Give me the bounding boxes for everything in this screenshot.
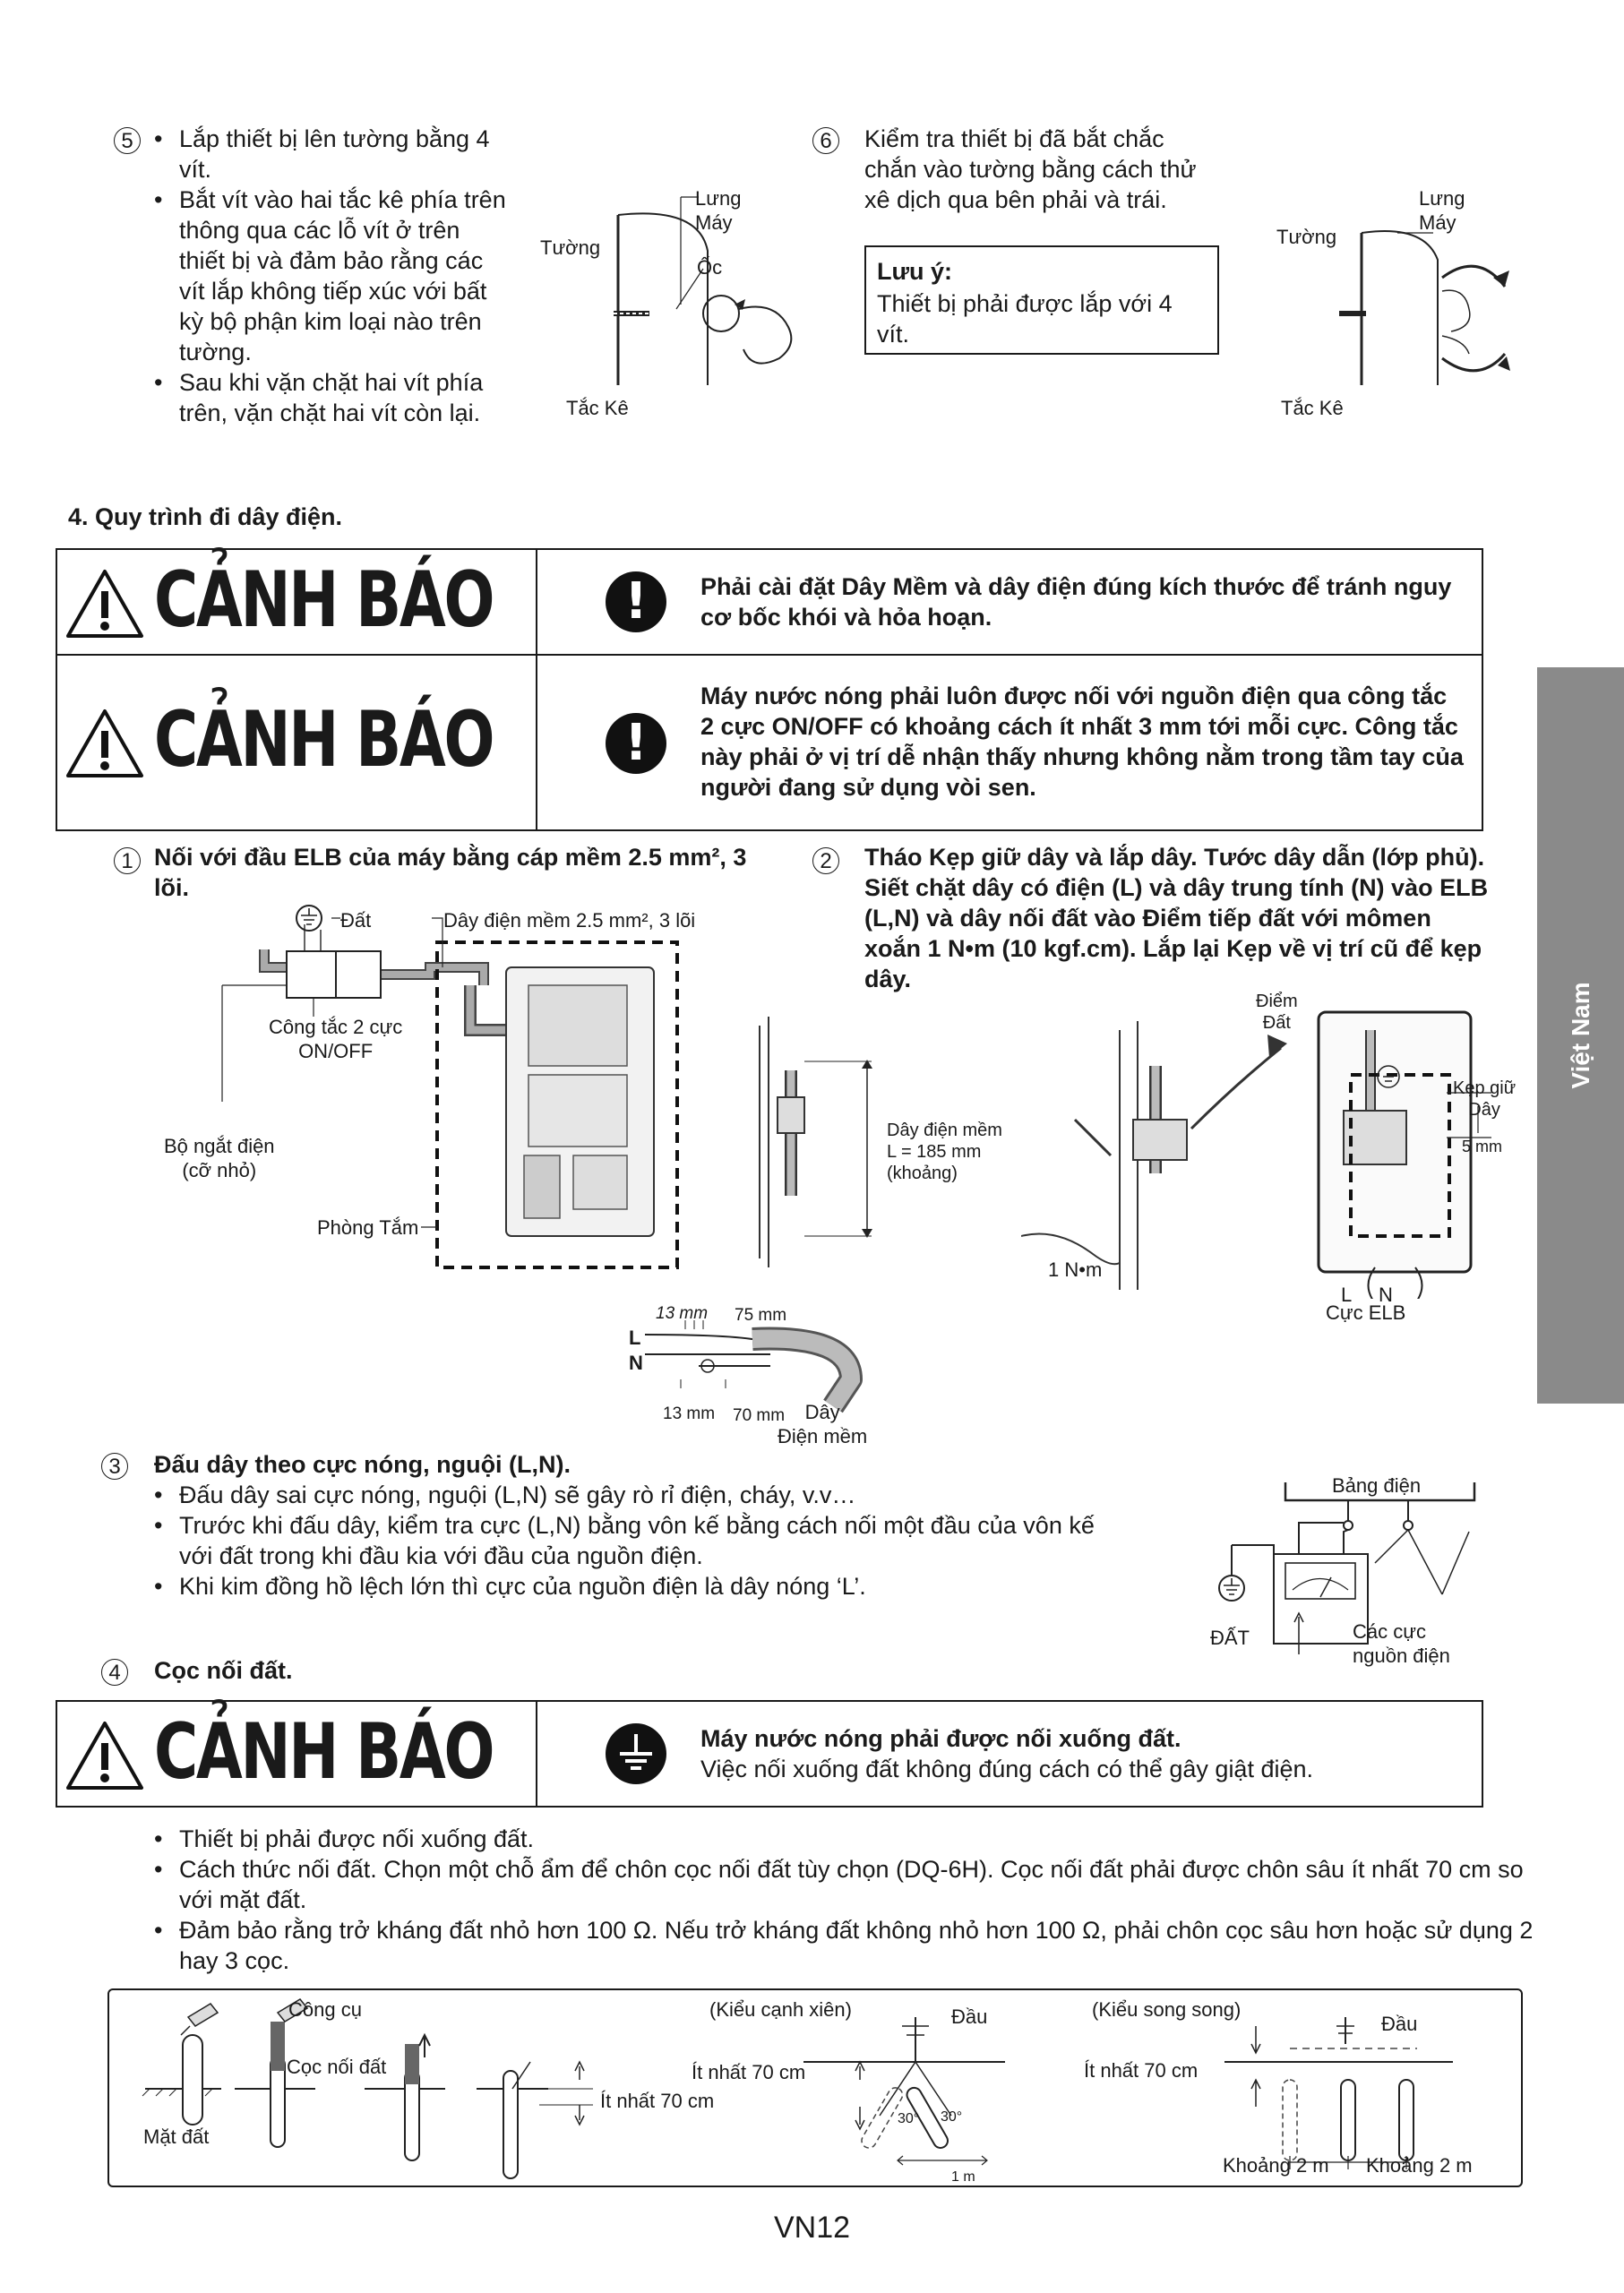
step-5-bullets (154, 124, 511, 428)
cord-length-figure (751, 1017, 885, 1267)
fig5-back-label: Lưng Máy (695, 187, 742, 234)
exclamation-icon: ! (606, 571, 666, 632)
elb-label: Cực ELB (1326, 1301, 1406, 1324)
step-2-number: 2 (812, 847, 839, 874)
warning-title: CẢNH BÁO (154, 1707, 494, 1797)
fig5-wall-label: Tường (540, 236, 601, 259)
step-1-number: 1 (114, 847, 141, 874)
gap-label-2: Khoảng 2 m (1366, 2154, 1473, 2177)
grounding-figure (107, 1988, 1523, 2187)
min70-label-a: Ít nhất 70 cm (600, 2090, 715, 2112)
step-5-bullet: • Sau khi vặn chặt hai vít phía trên, vặn chặt hai vít còn lại. (154, 367, 511, 428)
step-5-bullet: • Bắt vít vào hai tắc kê phía trên thông qua các lỗ vít ở trên thiết bị và đảm bảo rằng các vít lắp không tiếp xúc với bất kỳ bộ phận kim loại nào trên tường. (154, 185, 511, 367)
min70-label-b: Ít nhất 70 cm (692, 2061, 806, 2083)
warning-text-block (700, 1723, 1465, 1784)
breaker-label: Bộ ngắt điện (cỡ nhỏ) (164, 1135, 275, 1181)
voltmeter-earth-label: ĐẤT (1210, 1627, 1250, 1649)
terminal-connection-figure (1021, 994, 1523, 1299)
bathroom-label: Phòng Tắm (317, 1216, 419, 1239)
warning-triangle-icon (64, 568, 145, 640)
note-box (864, 245, 1219, 355)
warning-text: Phải cài đặt Dây Mềm và dây điện đúng kích thước để tránh nguy cơ bốc khói và hỏa hoạn. (700, 573, 1452, 631)
page-number: VN12 (773, 2211, 851, 2245)
step-2-title: Tháo Kẹp giữ dây và lắp dây. Tước dây dẫn (lớp phủ). Siết chặt dây có điện (L) và dây trung tính (N) vào ELB (L,N) và dây nối đất vào Điểm tiếp đất với mômen xoắn 1 N•m (10 kgf.cm). Lắp lại Kẹp về vị trí cũ để kẹp dây. (864, 844, 1489, 992)
warning-box-1 (56, 548, 1483, 656)
strip-13mm-top: 13 mm (656, 1304, 709, 1323)
strip-N: N (629, 1352, 643, 1374)
strip-70mm: 70 mm (733, 1406, 786, 1425)
warning-subtext: Việc nối xuống đất không đúng cách có thể gây giật điện. (700, 1756, 1314, 1782)
fig6-back-label: Lưng Máy (1419, 187, 1465, 234)
step-3-bullets (154, 1480, 1113, 1602)
poles-label: Các cực nguồn điện (1353, 1620, 1450, 1667)
ground-label: Mặt đất (143, 2126, 210, 2148)
slanted-style-label: (Kiểu cạnh xiên) (709, 1998, 852, 2021)
parallel-style-label: (Kiểu song song) (1092, 1998, 1242, 2021)
gap-label-1: Khoảng 2 m (1223, 2154, 1329, 2177)
min70-label-c: Ít nhất 70 cm (1084, 2059, 1199, 2082)
step-4-title: Cọc nối đất. (154, 1657, 293, 1684)
earth-point-label: Điểm Đất (1256, 992, 1298, 1033)
rod-label: Cọc nối đất (287, 2056, 387, 2078)
warning-box-2 (56, 654, 1483, 831)
cord-length-label: Dây điện mềm L = 185 mm (khoảng) (887, 1121, 1002, 1183)
ln-label: L N (1341, 1284, 1393, 1306)
step-3-bullet: • Trước khi đấu dây, kiểm tra cực (L,N) bằng vôn kế bằng cách nối một đầu của vôn kế với đất trong khi đầu kia với đầu của nguồn điện. (154, 1510, 1113, 1571)
step-4-number: 4 (101, 1659, 128, 1686)
step-5-number: 5 (114, 127, 141, 154)
warning-text: Máy nước nóng phải luôn được nối với nguồn điện qua công tắc 2 cực ON/OFF có khoảng cách ít nhất 3 mm tới mỗi cực. Công tắc này phải ở vị trí dễ nhận thấy nhưng không nằm trong tầm tay của người đang sử dụng vòi sen. (700, 683, 1464, 801)
warning-triangle-icon (64, 708, 145, 779)
note-text: Thiết bị phải được lắp với 4 vít. (877, 290, 1173, 348)
step-4-bullet: • Cách thức nối đất. Chọn một chỗ ẩm để chôn cọc nối đất tùy chọn (DQ-6H). Cọc nối đất phải được chôn sâu ít nhất 70 cm so với mặt đất. (154, 1854, 1534, 1915)
step-3-bullet: • Đấu dây sai cực nóng, nguội (L,N) sẽ gây rò rỉ điện, cháy, v.v… (154, 1480, 1113, 1510)
step-4-bullet: • Đảm bảo rằng trở kháng đất nhỏ hơn 100 Ω. Nếu trở kháng đất không nhỏ hơn 100 Ω, phải chôn cọc sâu hơn hoặc sử dụng 2 hay 3 cọc. (154, 1915, 1534, 1976)
step-3-title: Đấu dây theo cực nóng, nguội (L,N). (154, 1451, 571, 1478)
clamp-label: Kẹp giữ Dây (1453, 1078, 1517, 1120)
fig6-wall-label: Tường (1276, 226, 1337, 248)
warning-text: Máy nước nóng phải được nối xuống đất. (700, 1725, 1181, 1752)
fig5-screw-label: Ốc (697, 256, 723, 279)
section-title: 4. Quy trình đi dây điện. (68, 503, 343, 530)
cable-label: Dây điện mềm 2.5 mm², 3 lõi (443, 909, 696, 932)
tool-label: Công cụ (288, 1998, 362, 2021)
head-label-2: Đầu (1381, 2013, 1418, 2035)
shake-test-figure (1263, 179, 1532, 430)
angle-label-b: 30° (941, 2109, 963, 2125)
warning-title: CẢNH BÁO (154, 555, 494, 645)
torque-label: 1 N•m (1048, 1258, 1103, 1281)
strip-13mm-bottom: 13 mm (663, 1404, 716, 1423)
step-6-number: 6 (812, 127, 839, 154)
head-label-1: Đầu (951, 2005, 988, 2028)
strip-L: L (629, 1327, 641, 1349)
wiring-diagram (152, 896, 797, 1272)
warning-title: CẢNH BÁO (154, 695, 494, 785)
angle-label-a: 30° (898, 2111, 920, 2126)
strip-cord-label: Dây Điện mềm (778, 1401, 868, 1447)
panel-label: Bảng điện (1332, 1474, 1422, 1497)
five-mm-label: 5 mm (1462, 1138, 1502, 1155)
earth-label: Đất (340, 909, 372, 932)
step-3-number: 3 (101, 1453, 128, 1480)
switch-label: Công tắc 2 cực ON/OFF (269, 1016, 403, 1062)
step-1-title: Nối với đầu ELB của máy bằng cáp mềm 2.5 mm², 3 lõi. (154, 844, 747, 901)
ground-icon (606, 1723, 666, 1784)
step-4-bullet: • Thiết bị phải được nối xuống đất. (154, 1824, 1534, 1854)
warning-box-3 (56, 1700, 1483, 1808)
one-meter-label: 1 m (951, 2169, 975, 2185)
step-3-bullet: • Khi kim đồng hồ lệch lớn thì cực của nguồn điện là dây nóng ‘L’. (154, 1571, 1113, 1602)
fig6-anchor-label: Tắc Kê (1281, 397, 1344, 419)
warning-triangle-icon (64, 1720, 145, 1791)
step-5-bullet: • Lắp thiết bị lên tường bằng 4 vít. (154, 124, 511, 185)
wall-mount-figure (528, 179, 815, 430)
language-tab: Việt Nam (1537, 667, 1624, 1404)
step-4-bullets (154, 1824, 1534, 1976)
note-title: Lưu ý: (877, 258, 953, 285)
step-6-text: Kiểm tra thiết bị đã bắt chắc chắn vào tường bằng cách thử xê dịch qua bên phải và trái. (864, 125, 1197, 213)
strip-75mm: 75 mm (735, 1306, 787, 1325)
exclamation-icon: ! (606, 713, 666, 774)
fig5-anchor-label: Tắc Kê (566, 397, 629, 419)
